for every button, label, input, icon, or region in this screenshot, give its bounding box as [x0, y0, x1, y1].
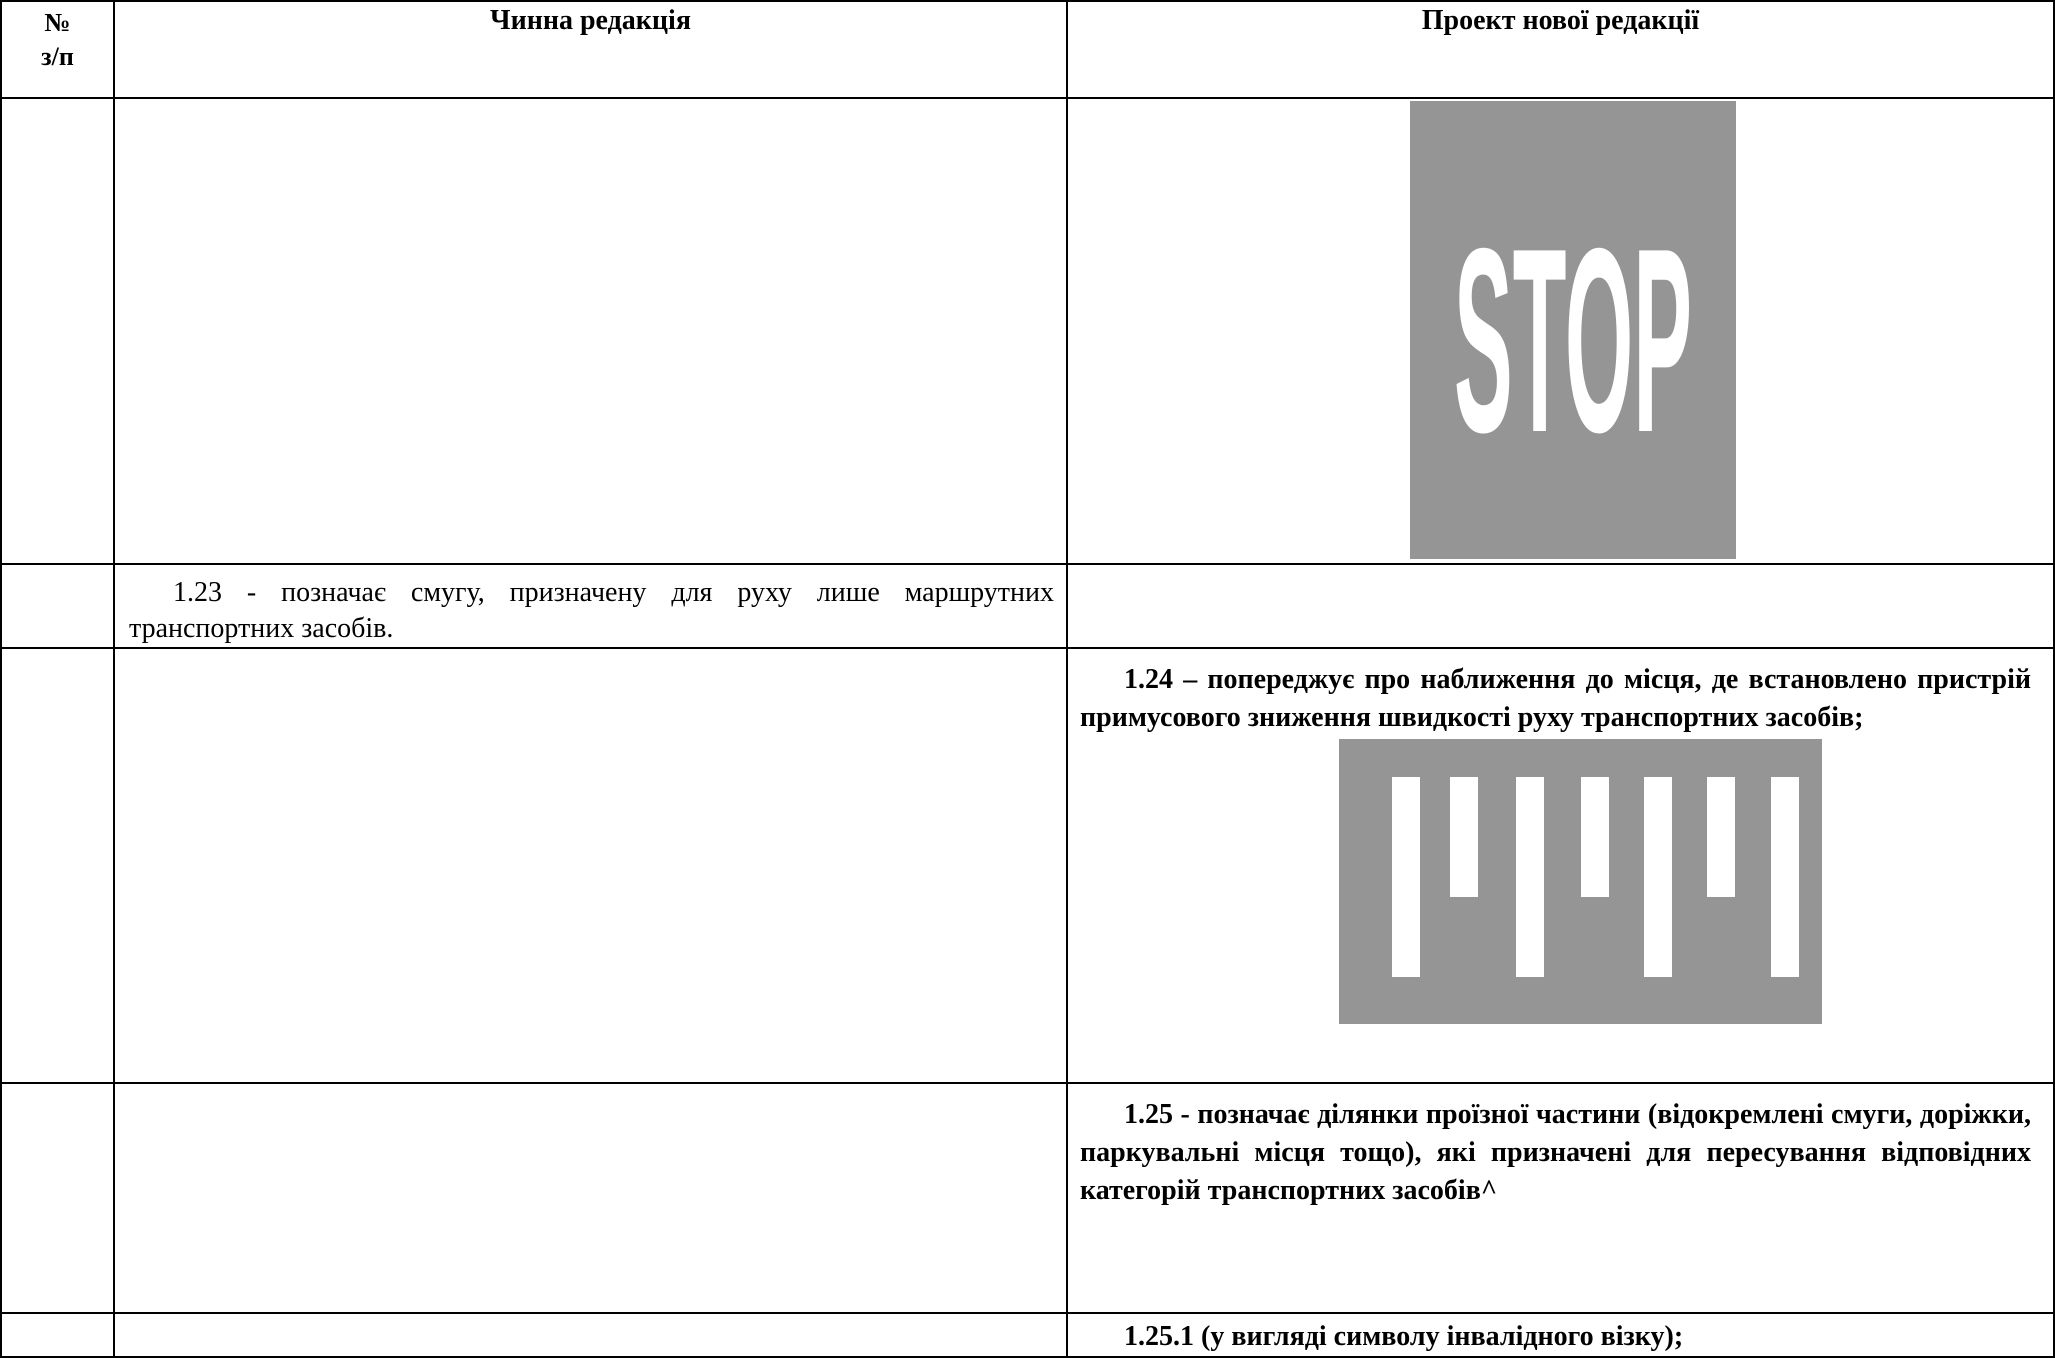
- cell-number: [1, 564, 114, 648]
- header-row: [1, 1, 2054, 98]
- cell-number: [1, 98, 114, 564]
- cell-current: [114, 98, 1067, 564]
- stop-marking-text: STOP: [1454, 194, 1692, 488]
- table-row: [1, 1083, 2054, 1313]
- speed-bump-marking-graphic: [1339, 739, 1822, 1024]
- header-draft-edition: Проект нової редакції: [1067, 1, 2054, 98]
- cell-draft: [1067, 1083, 2054, 1313]
- stop-marking-sign: [1410, 101, 1736, 559]
- header-current-edition: Чинна редакція: [114, 1, 1067, 98]
- draft-text-1-25-1: 1.25.1 (у вигляді символу інвалідного візку);: [1124, 1321, 1684, 1352]
- table-row: [1, 1313, 2054, 1357]
- draft-text-1-25: 1.25 - позначає ділянки проїзної частини (відокремлені смуги, доріжки, паркувальні місця тощо), які призначені для пересування відповідних категорій транспортних засобів^: [1080, 1099, 2031, 1206]
- cell-current: [114, 564, 1067, 648]
- cell-current: [114, 648, 1067, 1083]
- header-number-abbr: з/п: [41, 42, 74, 71]
- cell-draft: [1067, 98, 2054, 564]
- draft-text-1-24: 1.24 – попереджує про наближення до місця, де встановлено пристрій примусового зниження швидкості руху транспортних засобів;: [1080, 664, 2031, 733]
- header-number-symbol: №: [44, 8, 71, 37]
- cell-number: [1, 1313, 114, 1357]
- header-number: [1, 1, 114, 98]
- table-row: [1, 648, 2054, 1083]
- cell-current: [114, 1083, 1067, 1313]
- cell-current: [114, 1313, 1067, 1357]
- cell-number: [1, 1083, 114, 1313]
- table-row: [1, 98, 2054, 564]
- cell-draft: [1067, 564, 2054, 648]
- cell-draft: [1067, 648, 2054, 1083]
- cell-number: [1, 648, 114, 1083]
- table-row: [1, 564, 2054, 648]
- cell-draft: [1067, 1313, 2054, 1357]
- current-text-1-23: 1.23 - позначає смугу, призначену для руху лише маршрутних транспортних засобів.: [129, 577, 1054, 644]
- speed-bump-marking-sign: [1339, 739, 1822, 1024]
